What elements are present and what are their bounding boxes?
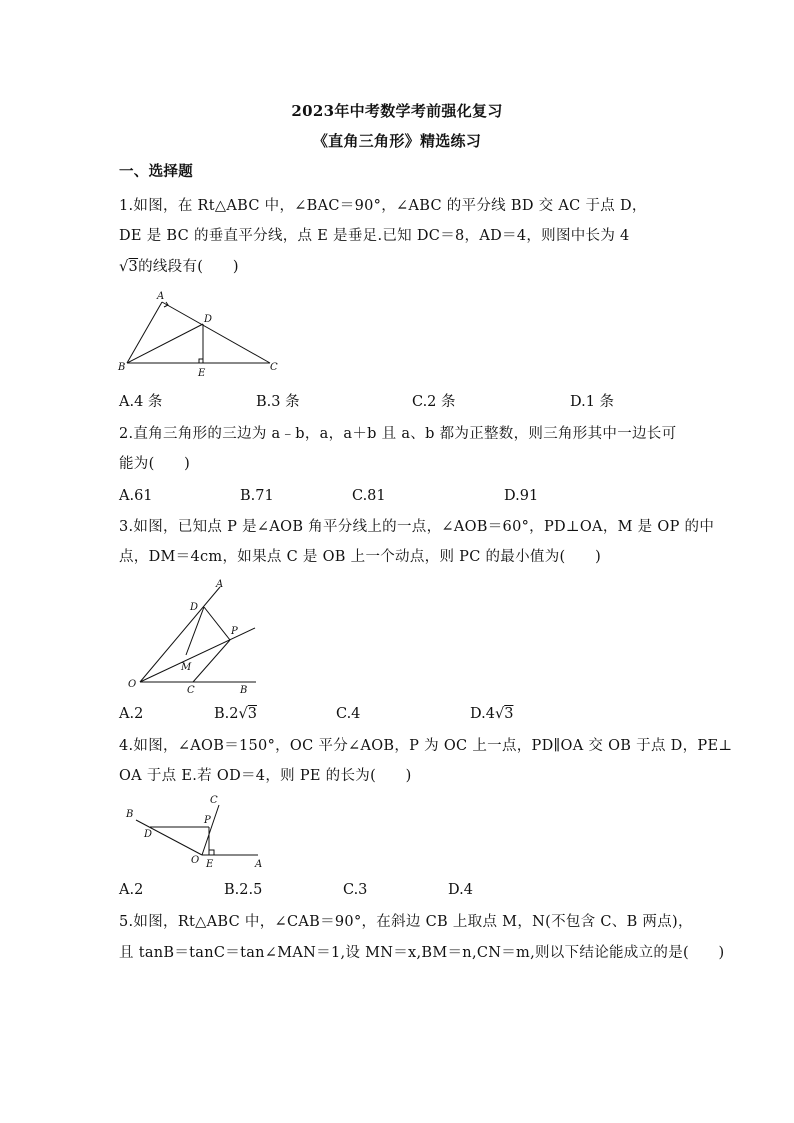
q4-label-C: C bbox=[210, 795, 218, 806]
q4-label-D: D bbox=[144, 829, 153, 840]
sqrt-symbol: √ bbox=[119, 259, 129, 275]
q1-option-b: B.3 条 bbox=[256, 394, 300, 410]
q3-label-O: O bbox=[128, 679, 137, 690]
q3-option-b: B.2√3 bbox=[214, 706, 257, 722]
q1-option-c: C.2 条 bbox=[412, 394, 456, 410]
q2-option-a: A.61 bbox=[119, 488, 153, 504]
q4-text-line2: OA 于点 E.若 OD＝4，则 PE 的长为( ) bbox=[119, 768, 412, 784]
q2-option-d: D.91 bbox=[504, 488, 539, 504]
q1-text-line2: DE 是 BC 的垂直平分线，点 E 是垂足.已知 DC＝8，AD＝4，则图中长为 4 bbox=[119, 228, 630, 244]
sqrt-symbol: √ bbox=[238, 706, 248, 722]
q1-label-D: D bbox=[204, 314, 213, 325]
q3-figure bbox=[120, 575, 270, 700]
q4-option-d: D.4 bbox=[448, 882, 473, 898]
q1-figure bbox=[115, 290, 295, 380]
section-heading: 一、选择题 bbox=[119, 163, 193, 180]
q3-text-line2: 点，DM＝4cm，如果点 C 是 OB 上一个动点，则 PC 的最小值为( ) bbox=[119, 549, 602, 565]
q1-label-C: C bbox=[270, 362, 278, 373]
q2-text-line1: 2.直角三角形的三边为 a﹣b，a，a＋b 且 a、b 都为正整数，则三角形其中一边长可 bbox=[119, 426, 677, 442]
q1-label-E: E bbox=[198, 368, 206, 379]
q3-option-c: C.4 bbox=[336, 706, 361, 722]
q3-text-line1: 3.如图，已知点 P 是∠AOB 角平分线上的一点，∠AOB＝60°，PD⊥OA，M 是 OP 的中 bbox=[119, 519, 715, 535]
q1-option-d: D.1 条 bbox=[570, 394, 615, 410]
document-title: 2023年中考数学考前强化复习 bbox=[291, 102, 503, 120]
q3-label-A: A bbox=[216, 579, 224, 590]
q2-option-b: B.71 bbox=[240, 488, 274, 504]
q4-label-B: B bbox=[126, 809, 134, 820]
q5-text-line1: 5.如图，Rt△ABC 中，∠CAB＝90°，在斜边 CB 上取点 M，N(不包含 C、B 两点)， bbox=[119, 914, 693, 930]
sqrt-radicand: 3 bbox=[128, 259, 139, 275]
q3-label-P: P bbox=[231, 626, 238, 637]
q1-option-a: A.4 条 bbox=[119, 394, 163, 410]
q1-label-B: B bbox=[118, 362, 126, 373]
q4-text-line1: 4.如图，∠AOB＝150°，OC 平分∠AOB，P 为 OC 上一点，PD∥OA 交 OB 于点 D，PE⊥ bbox=[119, 738, 733, 754]
q4-option-b: B.2.5 bbox=[224, 882, 263, 898]
q4-option-c: C.3 bbox=[343, 882, 368, 898]
q1-text-line1: 1.如图，在 Rt△ABC 中，∠BAC＝90°，∠ABC 的平分线 BD 交 AC 于点 D， bbox=[119, 198, 647, 214]
q4-label-E: E bbox=[206, 859, 214, 870]
q1-label-A: A bbox=[157, 291, 165, 302]
q3-option-a: A.2 bbox=[119, 706, 144, 722]
q3-label-C: C bbox=[187, 685, 195, 696]
q4-label-O: O bbox=[191, 855, 200, 866]
document-subtitle: 《直角三角形》精选练习 bbox=[312, 132, 482, 150]
q4-label-P: P bbox=[204, 815, 211, 826]
q4-label-A: A bbox=[255, 859, 263, 870]
q3-label-D: D bbox=[190, 602, 199, 613]
q3-label-M: M bbox=[181, 662, 192, 673]
q1-text-line3: √3的线段有( ) bbox=[119, 259, 239, 275]
q4-figure bbox=[120, 793, 270, 873]
q3-label-B: B bbox=[240, 685, 248, 696]
sqrt-symbol: √ bbox=[494, 706, 505, 722]
q5-text-line2: 且 tanB＝tanC＝tan∠MAN＝1,设 MN＝x,BM＝n,CN＝m,则以下结论能成立的是( ) bbox=[119, 945, 725, 961]
q2-text-line2: 能为( ) bbox=[119, 456, 191, 472]
q4-option-a: A.2 bbox=[119, 882, 144, 898]
q3-option-d: D.4√3 bbox=[470, 706, 514, 722]
q2-option-c: C.81 bbox=[352, 488, 386, 504]
